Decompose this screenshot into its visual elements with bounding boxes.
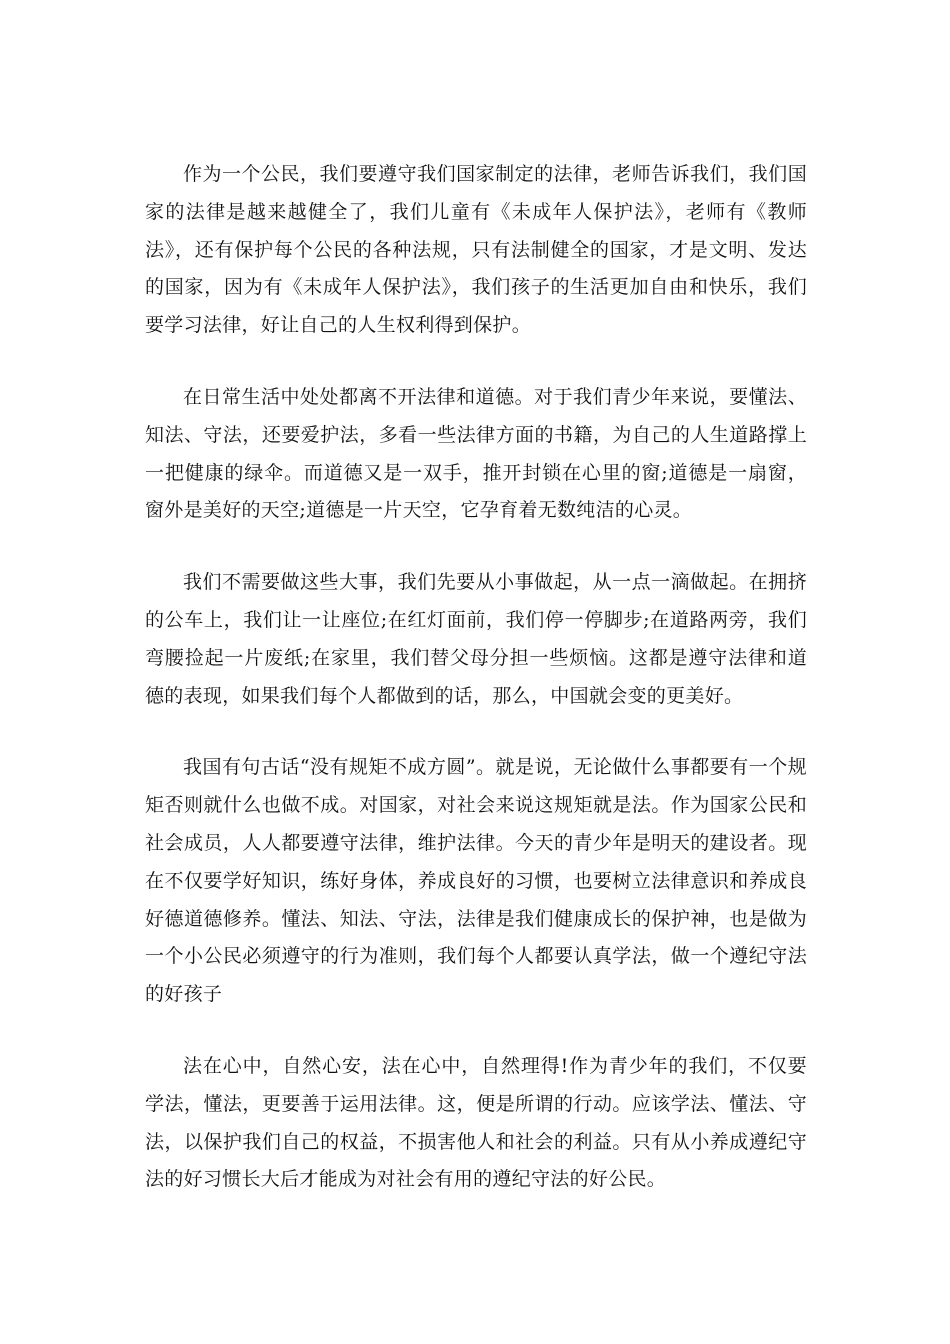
paragraph-1: 作为一个公民，我们要遵守我们国家制定的法律，老师告诉我们，我们国家的法律是越来越健全了，我们儿童有《未成年人保护法》，老师有《教师法》，还有保护每个公民的各种法规，只有法制健全的国家，才是文明、发达的国家，因为有《未成年人保护法》，我们孩子的生活更加自由和快乐，我们要学习法律，好让自己的人生权利得到保护。 [145,163,807,337]
paragraph-2: 在日常生活中处处都离不开法律和道德。对于我们青少年来说，要懂法、知法、守法，还要爱护法，多看一些法律方面的书籍，为自己的人生道路撑上一把健康的绿伞。而道德又是一双手，推开封锁在心里的窗;道德是一扇窗，窗外是美好的天空;道德是一片天空，它孕育着无数纯洁的心灵。 [145,385,807,522]
document-body [145,156,807,1199]
paragraph-5: 法在心中，自然心安，法在心中，自然理得!作为青少年的我们，不仅要学法，懂法，更要善于运用法律。这，便是所谓的行动。应该学法、懂法、守法，以保护我们自己的权益，不损害他人和社会的利益。只有从小养成遵纪守法的好习惯长大后才能成为对社会有用的遵纪守法的好公民。 [145,1054,807,1191]
paragraph-3: 我们不需要做这些大事，我们先要从小事做起，从一点一滴做起。在拥挤的公车上，我们让一让座位;在红灯面前，我们停一停脚步;在道路两旁，我们弯腰捡起一片废纸;在家里，我们替父母分担一些烦恼。这都是遵守法律和道德的表现，如果我们每个人都做到的话，那么，中国就会变的更美好。 [145,571,807,707]
paragraph-4: 我国有句古话“没有规矩不成方圆”。就是说，无论做什么事都要有一个规矩否则就什么也做不成。对国家，对社会来说这规矩就是法。作为国家公民和社会成员，人人都要遵守法律，维护法律。今天的青少年是明天的建设者。现在不仅要学好知识，练好身体，养成良好的习惯，也要树立法律意识和养成良好德道德修养。懂法、知法、守法，法律是我们健康成长的保护神，也是做为一个小公民必须遵守的行为准则，我们每个人都要认真学法，做一个遵纪守法的好孩子 [145,756,807,1006]
